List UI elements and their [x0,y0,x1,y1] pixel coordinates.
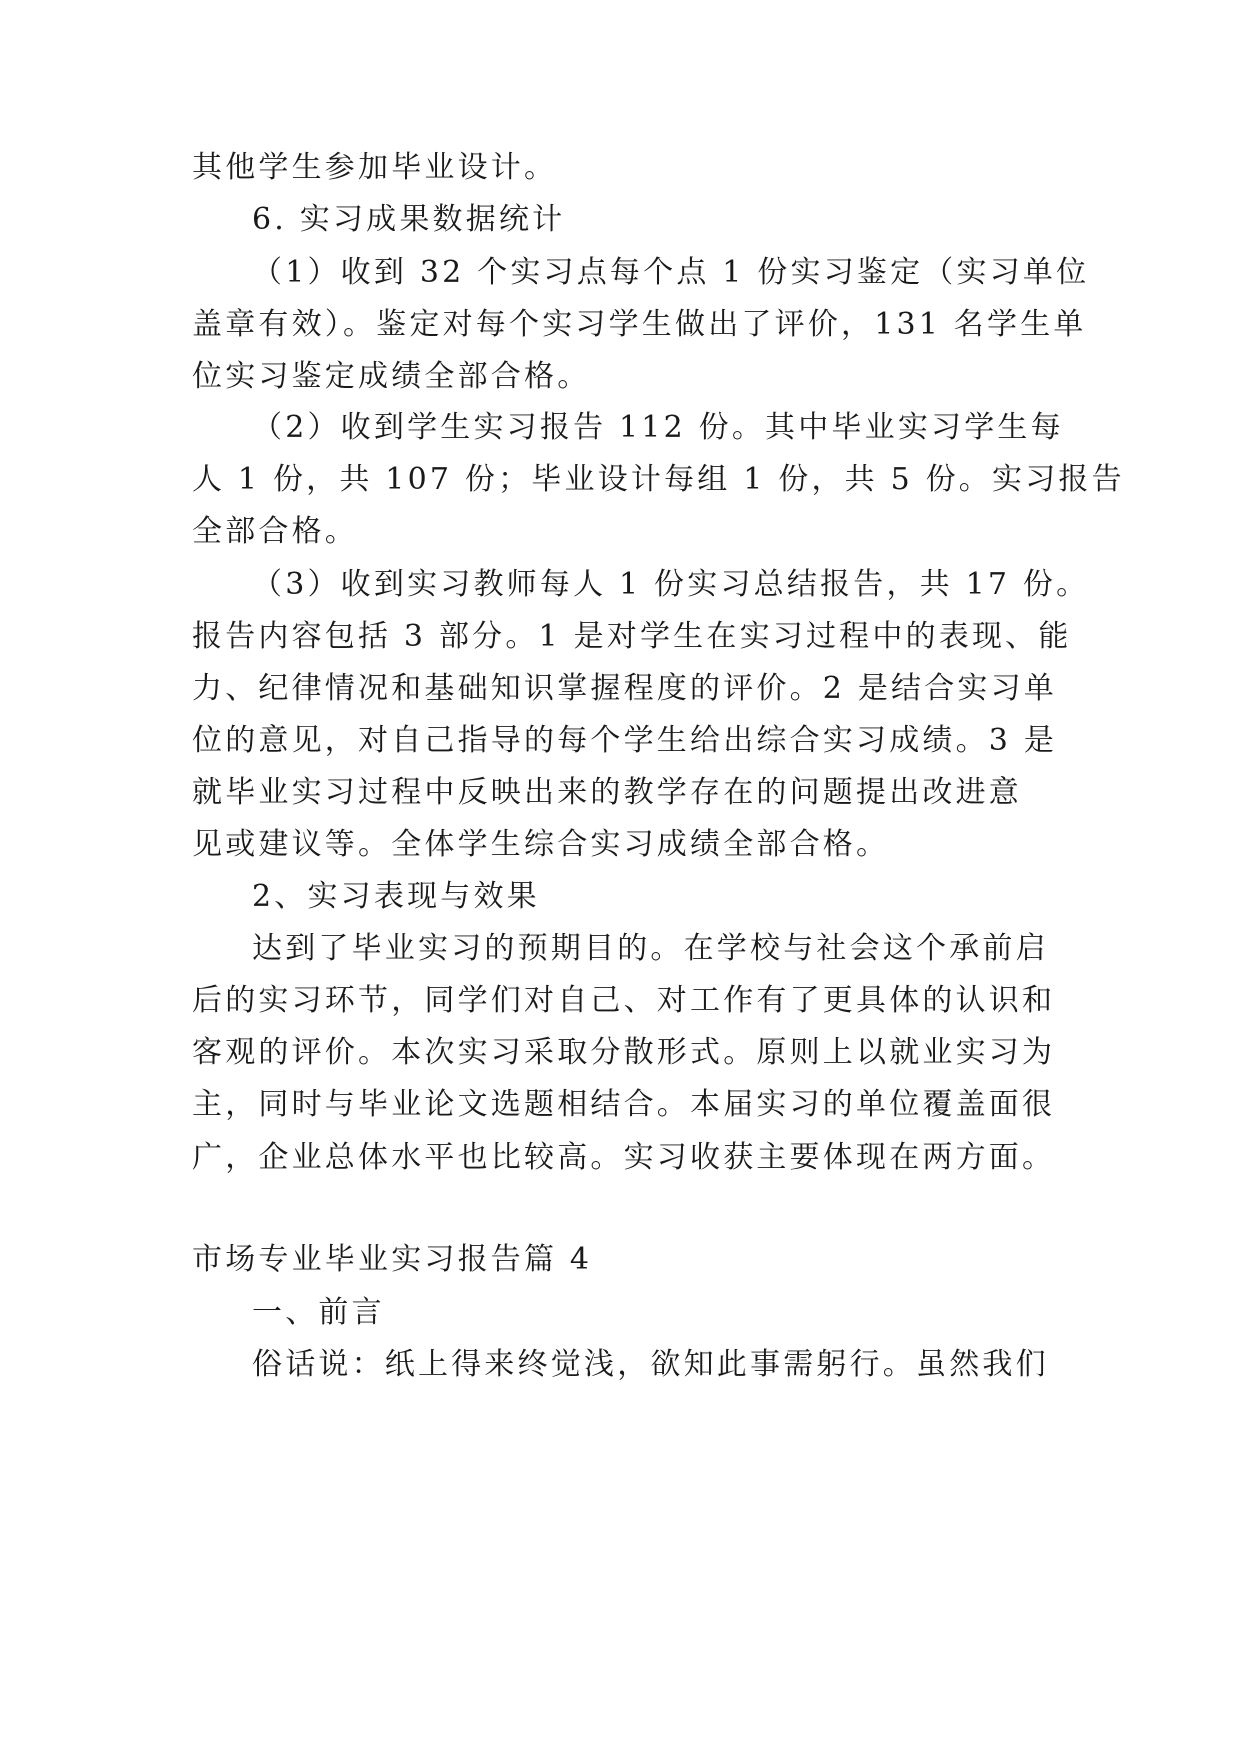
text-line: （1）收到 32 个实习点每个点 1 份实习鉴定（实习单位 [252,255,1090,290]
text-line: 报告内容包括 3 部分。1 是对学生在实习过程中的表现、能 [192,619,1072,654]
text-line: 全部合格。 [192,514,358,549]
text-line: 人 1 份，共 107 份；毕业设计每组 1 份，共 5 份。实习报告 [192,462,1125,497]
text-line: 其他学生参加毕业设计。 [192,150,558,185]
text-line: 见或建议等。全体学生综合实习成绩全部合格。 [192,827,890,862]
section-heading: 6. 实习成果数据统计 [252,202,566,237]
text-line: 俗话说：纸上得来终觉浅，欲知此事需躬行。虽然我们 [252,1347,1049,1382]
text-line: 后的实习环节，同学们对自己、对工作有了更具体的认识和 [192,983,1056,1018]
text-line: 位实习鉴定成绩全部合格。 [192,359,591,394]
text-line: 力、纪律情况和基础知识掌握程度的评价。2 是结合实习单 [192,671,1058,706]
section-heading: 一、前言 [252,1295,385,1330]
text-line: 盖章有效）。鉴定对每个实习学生做出了评价，131 名学生单 [192,307,1087,342]
text-line: 广，企业总体水平也比较高。实习收获主要体现在两方面。 [192,1140,1056,1175]
text-line: （3）收到实习教师每人 1 份实习总结报告，共 17 份。 [252,567,1090,602]
article-title: 市场专业毕业实习报告篇 4 [192,1242,593,1277]
text-line: （2）收到学生实习报告 112 份。其中毕业实习学生每 [252,410,1064,445]
text-line: 就毕业实习过程中反映出来的教学存在的问题提出改进意 [192,775,1022,810]
text-line: 位的意见，对自己指导的每个学生给出综合实习成绩。3 是 [192,723,1058,758]
text-line: 达到了毕业实习的预期目的。在学校与社会这个承前启 [252,931,1049,966]
section-heading: 2、实习表现与效果 [252,879,540,914]
text-line: 主，同时与毕业论文选题相结合。本届实习的单位覆盖面很 [192,1087,1056,1122]
text-line: 客观的评价。本次实习采取分散形式。原则上以就业实习为 [192,1035,1056,1070]
